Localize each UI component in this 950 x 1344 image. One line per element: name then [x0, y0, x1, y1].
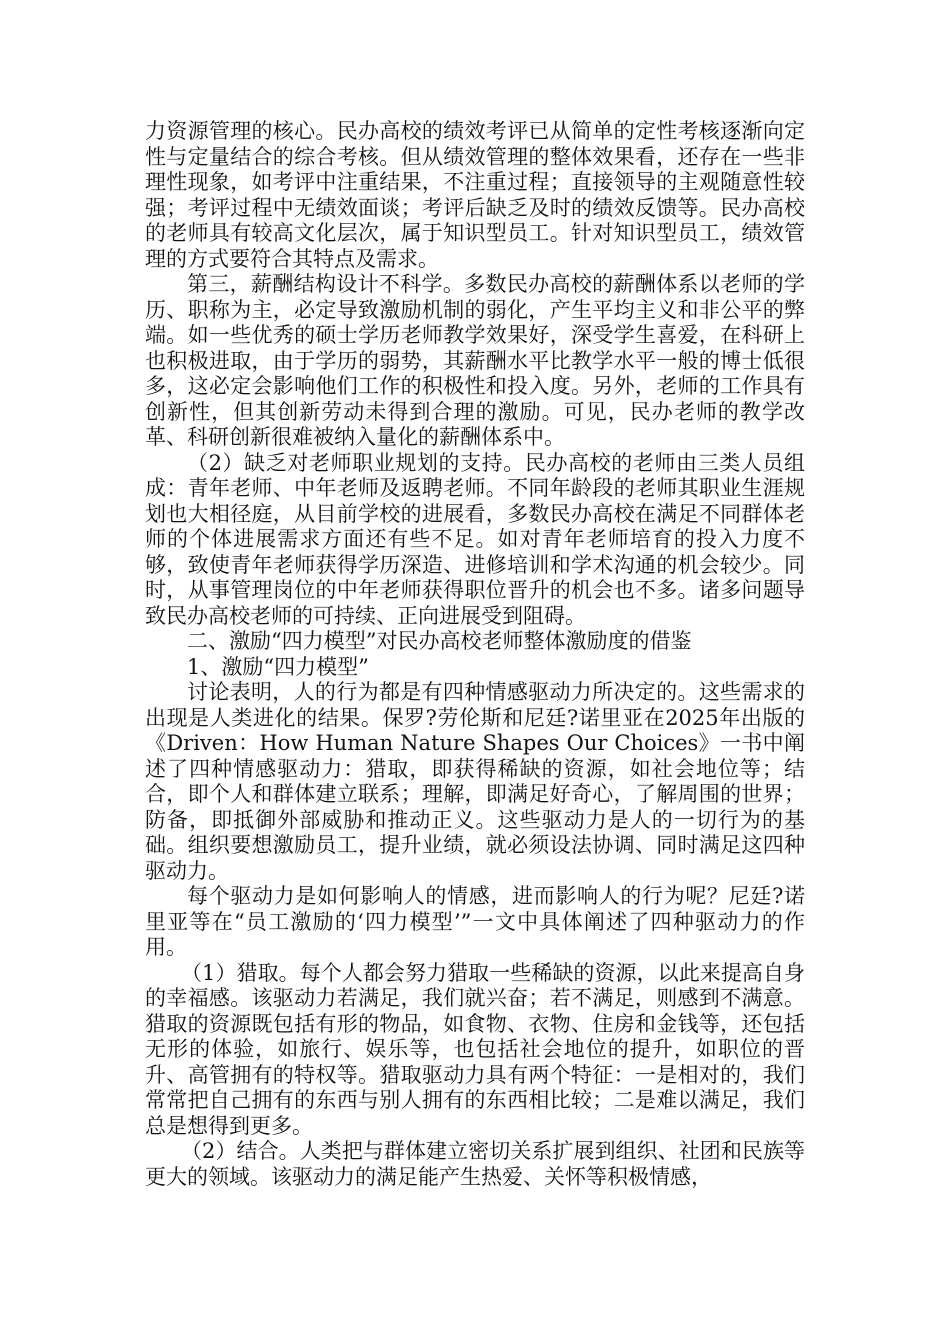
paragraph-bond: （2）结合。人类把与群体建立密切关系扩展到组织、社团和民族等更大的领域。该驱动力的满足能产生热爱、关怀等积极情感， — [145, 1139, 805, 1189]
document-page — [145, 119, 805, 1190]
paragraph-driver-influence: 每个驱动力是如何影响人的情感，进而影响人的行为呢？尼廷?诺里亚等在“员工激励的‘四力模型’”一文中具体阐述了四种驱动力的作用。 — [145, 884, 805, 959]
paragraph-emotional-drivers: 讨论表明，人的行为都是有四种情感驱动力所决定的。这些需求的出现是人类进化的结果。保罗?劳伦斯和尼廷?诺里亚在2025年出版的《Driven：How Human Nature Shapes Our Choices》一书中阐述了四种情感驱动力：猎取，即获得稀缺的资源，如社会地位等；结合，即个人和群体建立联系；理解，即满足好奇心，了解周围的世界；防备，即抵御外部威胁和推动正义。这些驱动力是人的一切行为的基础。组织要想激励员工，提升业绩，就必须设法协调、同时满足这四种驱动力。 — [145, 680, 805, 883]
section-heading-four-force-model: 二、激励“四力模型”对民办高校老师整体激励度的借鉴 — [187, 629, 692, 653]
paragraph-hr-core: 力资源管理的核心。民办高校的绩效考评已从简单的定性考核逐渐向定性与定量结合的综合考核。但从绩效管理的整体效果看，还存在一些非理性现象，如考评中注重结果，不注重过程；直接领导的主观随意性较强；考评过程中无绩效面谈；考评后缺乏及时的绩效反馈等。民办高校的老师具有较高文化层次，属于知识型员工。针对知识型员工，绩效管理的方式要符合其特点及需求。 — [145, 119, 805, 271]
paragraph-acquire: （1）猎取。每个人都会努力猎取一些稀缺的资源，以此来提高自身的幸福感。该驱动力若满足，我们就兴奋；若不满足，则感到不满意。猎取的资源既包括有形的物品，如食物、衣物、住房和金钱等，还包括无形的体验，如旅行、娱乐等，也包括社会地位的提升，如职位的晋升、高管拥有的特权等。猎取驱动力具有两个特征：一是相对的，我们常常把自己拥有的东西与别人拥有的东西相比较；二是难以满足，我们总是想得到更多。 — [145, 960, 805, 1138]
paragraph-career-planning: （2）缺乏对老师职业规划的支持。民办高校的老师由三类人员组成：青年老师、中年老师及返聘老师。不同年龄段的老师其职业生涯规划也大相径庭，从目前学校的进展看，多数民办高校在满足不同群体老师的个体进展需求方面还有些不足。如对青年老师培育的投入力度不够，致使青年老师获得学历深造、进修培训和学术沟通的机会较少。同时，从事管理岗位的中年老师获得职位晋升的机会也不多。诸多问题导致民办高校老师的可持续、正向进展受到阻碍。 — [145, 450, 805, 628]
subsection-heading-four-force-model: 1、激励“四力模型” — [187, 654, 369, 679]
paragraph-salary-structure: 第三，薪酬结构设计不科学。多数民办高校的薪酬体系以老师的学历、职称为主，必定导致激励机制的弱化，产生平均主义和非公平的弊端。如一些优秀的硕士学历老师教学效果好，深受学生喜爱，在科研上也积极进取，由于学历的弱势，其薪酬水平比教学水平一般的博士低很多，这必定会影响他们工作的积极性和投入度。另外，老师的工作具有创新性，但其创新劳动未得到合理的激励。可见，民办老师的教学改革、科研创新很难被纳入量化的薪酬体系中。 — [145, 272, 805, 449]
